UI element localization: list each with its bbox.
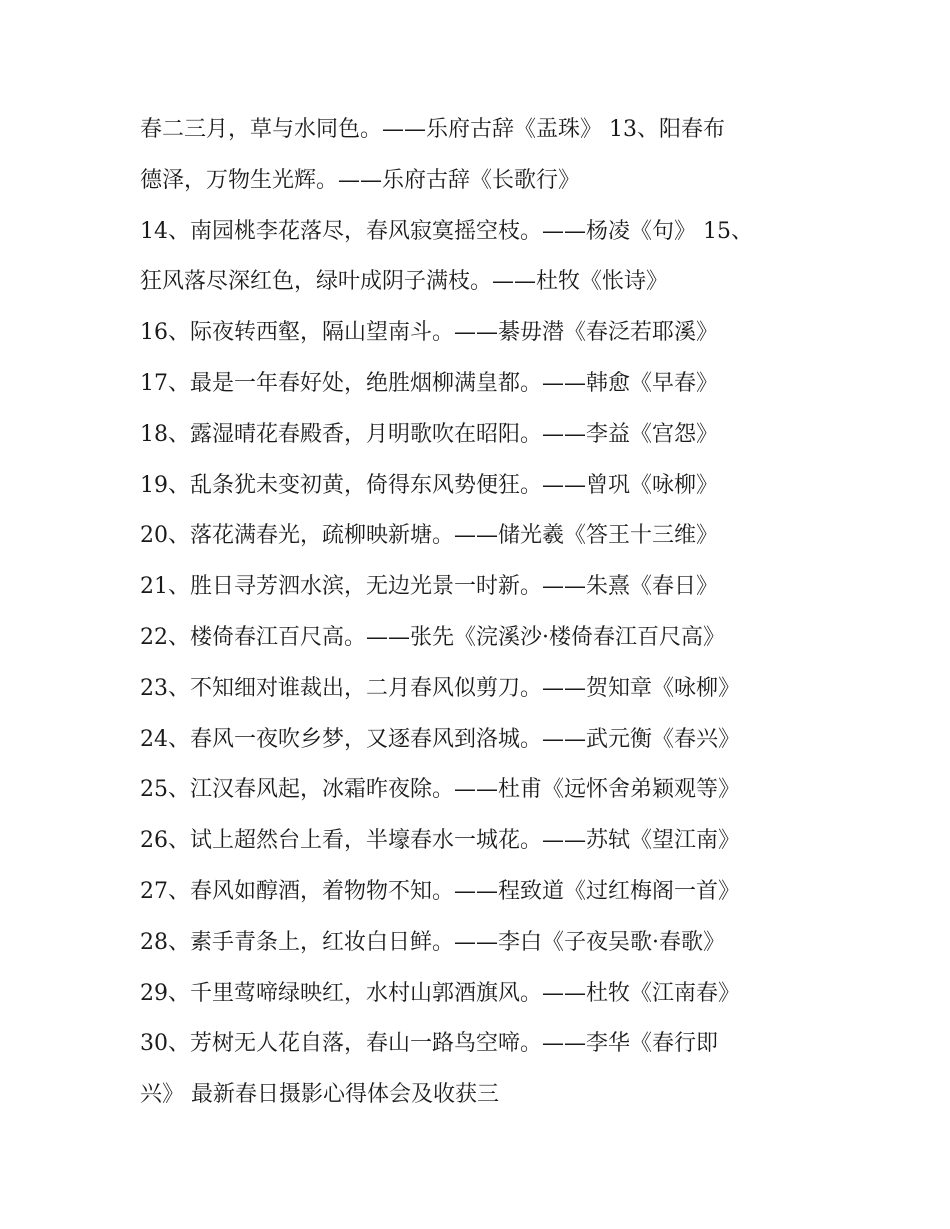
text-line-19: 30、芳树无人花自落，春山一路鸟空啼。——李华《春行即 bbox=[140, 1031, 718, 1057]
text-line-17: 28、素手青条上，红妆白日鲜。——李白《子夜吴歌·春歌》 bbox=[140, 929, 725, 955]
text-line-3: 14、南园桃李花落尽，春风寂寞摇空枝。——杨凌《句》 15、 bbox=[140, 218, 753, 244]
text-line-6: 17、最是一年春好处，绝胜烟柳满皇都。——韩愈《早春》 bbox=[140, 370, 718, 396]
text-line-14: 25、江汉春风起，冰霜昨夜除。——杜甫《远怀舍弟颖观等》 bbox=[140, 777, 740, 803]
text-line-2: 德泽，万物生光辉。——乐府古辞《长歌行》 bbox=[140, 167, 581, 193]
text-line-18: 29、千里莺啼绿映红，水村山郭酒旗风。——杜牧《江南春》 bbox=[140, 980, 740, 1006]
text-line-10: 21、胜日寻芳泗水滨，无边光景一时新。——朱熹《春日》 bbox=[140, 574, 718, 600]
document-page bbox=[140, 105, 820, 1121]
text-line-16: 27、春风如醇酒，着物物不知。——程致道《过红梅阁一首》 bbox=[140, 878, 740, 904]
text-line-7: 18、露湿晴花春殿香，月明歌吹在昭阳。——李益《宫怨》 bbox=[140, 421, 718, 447]
text-line-20: 兴》 最新春日摄影心得体会及收获三 bbox=[140, 1082, 499, 1108]
text-line-9: 20、落花满春光，疏柳映新塘。——储光羲《答王十三维》 bbox=[140, 523, 718, 549]
text-line-1: 春二三月，草与水同色。——乐府古辞《盂珠》 13、阳春布 bbox=[140, 117, 725, 142]
text-line-5: 16、际夜转西壑，隔山望南斗。——綦毋潜《春泛若耶溪》 bbox=[140, 320, 718, 346]
text-line-11: 22、楼倚春江百尺高。——张先《浣溪沙·楼倚春江百尺高》 bbox=[140, 624, 725, 650]
text-line-4: 狂风落尽深红色，绿叶成阴子满枝。——杜牧《怅诗》 bbox=[140, 269, 669, 295]
text-line-8: 19、乱条犹未变初黄，倚得东风势便狂。——曾巩《咏柳》 bbox=[140, 472, 718, 498]
text-line-13: 24、春风一夜吹乡梦，又逐春风到洛城。——武元衡《春兴》 bbox=[140, 726, 740, 752]
text-line-15: 26、试上超然台上看，半壕春水一城花。——苏轼《望江南》 bbox=[140, 828, 740, 854]
text-line-12: 23、不知细对谁裁出，二月春风似剪刀。——贺知章《咏柳》 bbox=[140, 675, 740, 701]
